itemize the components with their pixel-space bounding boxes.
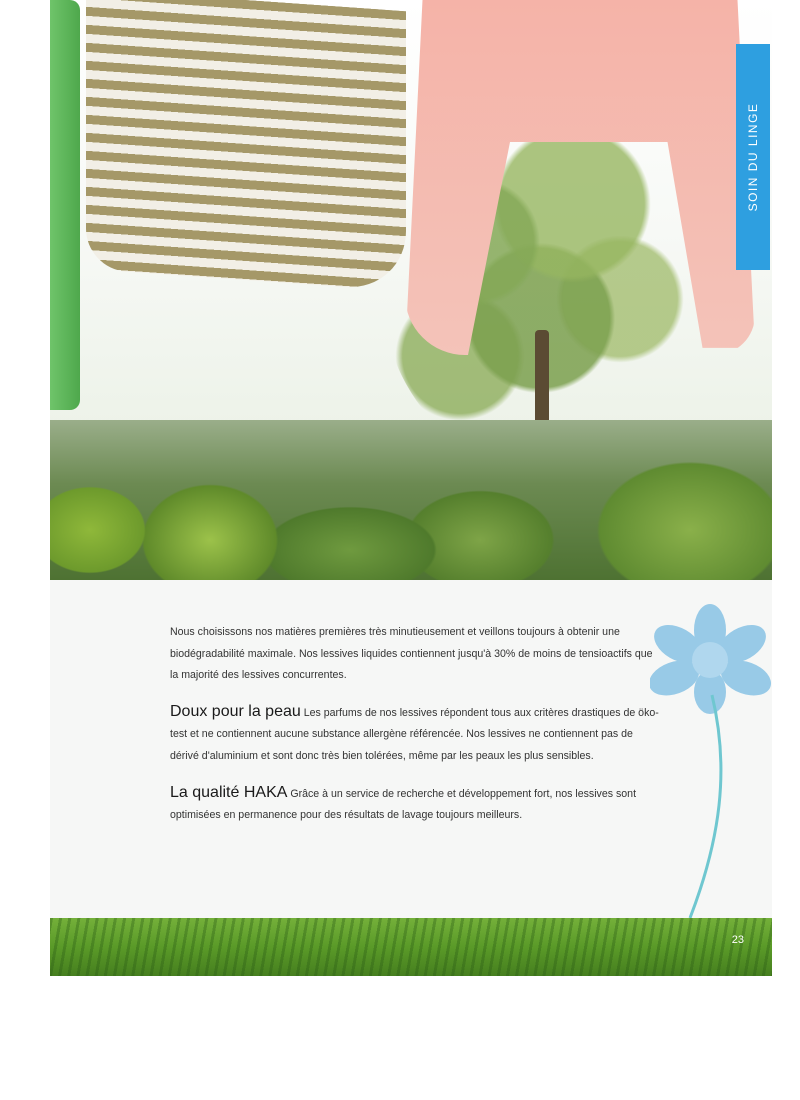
section-soft-skin	[170, 701, 660, 768]
article-text	[170, 622, 660, 841]
page-number: 23	[731, 934, 744, 946]
forest-background	[50, 420, 772, 580]
intro-paragraph: Nous choisissons nos matières premières très minutieusement et veillons toujours à obtenir une biodégradabilité maximale. Nos lessives liquides contiennent jusqu'à 30% de moins de tensioactifs que la majorité des lessives concurrentes.	[170, 626, 653, 682]
magazine-page	[50, 0, 772, 976]
section-tab-label: SOIN DU LINGE	[746, 102, 760, 212]
striped-bodysuit	[86, 0, 406, 291]
grass-footer	[50, 918, 772, 976]
green-garment	[50, 0, 80, 410]
text-quality: Grâce à un service de recherche et développement fort, nos lessives sont optimisées en permanence pour des résultats de lavage toujours meilleurs.	[170, 787, 637, 822]
laundry-photo	[50, 0, 772, 580]
text-soft-skin: Les parfums de nos lessives répondent tous aux critères drastiques de öko-test et ne contiennent aucune substance allergène référencée. Nos lessives ne contiennent pas de dérivé d'aluminium et sont donc très bien tolérées, même par les peaux les plus sensibles.	[170, 706, 659, 762]
section-quality	[170, 782, 660, 827]
flower-illustration	[650, 600, 772, 920]
heading-soft-skin: Doux pour la peau	[170, 702, 301, 720]
section-tab	[736, 44, 770, 270]
heading-quality: La qualité HAKA	[170, 783, 288, 801]
